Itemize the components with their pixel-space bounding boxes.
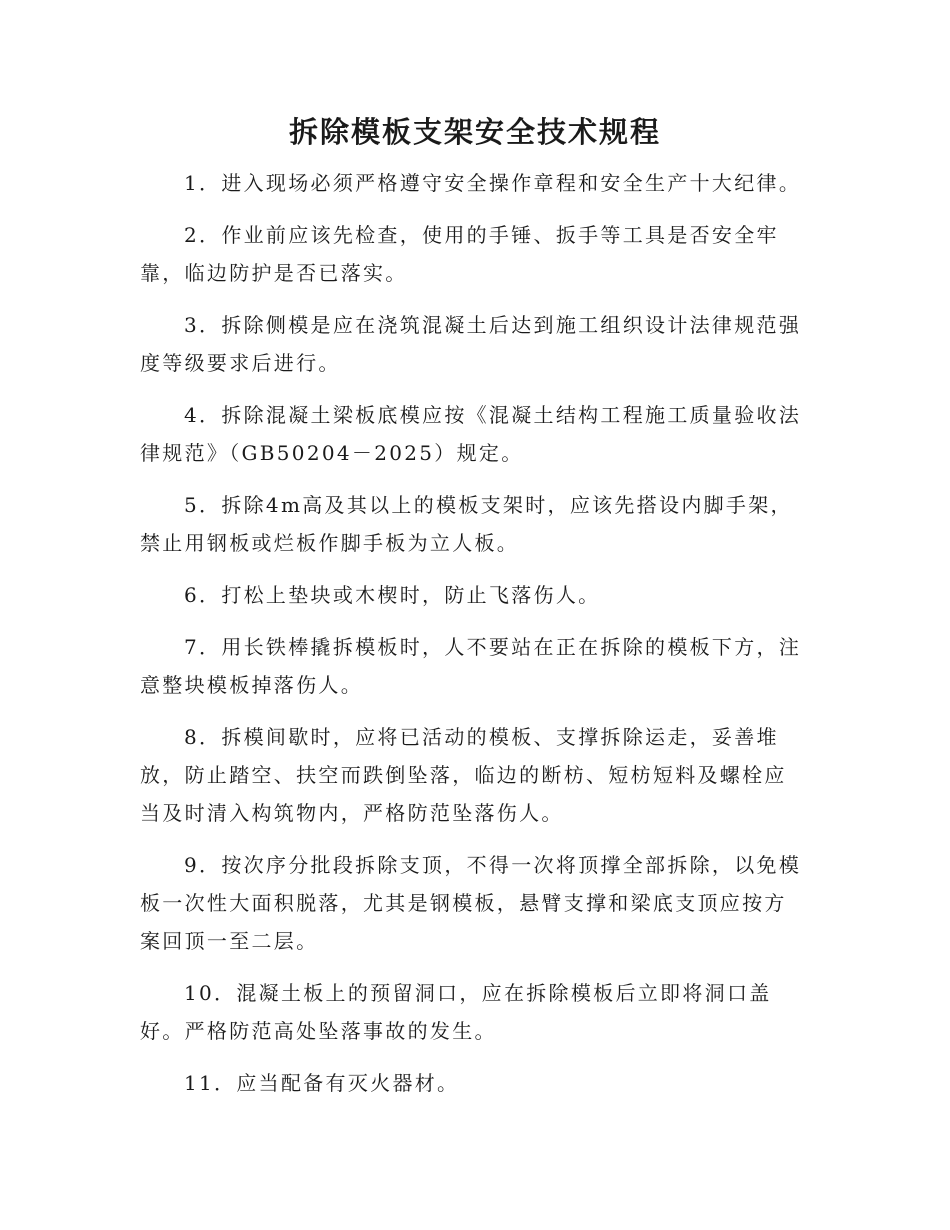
document-title: 拆除模板支架安全技术规程 xyxy=(288,115,661,149)
rule-item-1: 1．进入现场必须严格遵守安全操作章程和安全生产十大纪律。 xyxy=(184,171,802,195)
rule-item-8: 8．拆模间歇时，应将已活动的模板、支撑拆除运走，妥善堆放，防止踏空、扶空而跌倒坠落，临边的断枋、短枋短料及螺栓应当及时清入构筑物内，严格防范坠落伤人。 xyxy=(140,725,787,825)
rule-item-9: 9．按次序分批段拆除支顶，不得一次将顶撑全部拆除，以免模板一次性大面积脱落，尤其是钢模板，悬臂支撑和梁底支顶应按方案回顶一至二层。 xyxy=(140,853,802,953)
rule-item-6: 6．打松上垫块或木楔时，防止飞落伤人。 xyxy=(184,583,601,607)
rule-item-2: 2．作业前应该先检查，使用的手锤、扳手等工具是否安全牢靠，临边防护是否已落实。 xyxy=(140,223,779,285)
rule-item-4: 4．拆除混凝土梁板底模应按《混凝土结构工程施工质量验收法律规范》（GB50204－2025）规定。 xyxy=(140,403,802,465)
rule-item-11: 11．应当配备有灭火器材。 xyxy=(184,1071,460,1095)
rule-item-7: 7．用长铁棒撬拆模板时，人不要站在正在拆除的模板下方，注意整块模板掉落伤人。 xyxy=(140,635,802,697)
rule-item-10: 10．混凝土板上的预留洞口，应在拆除模板后立即将洞口盖好。严格防范高处坠落事故的发生。 xyxy=(140,981,772,1043)
rule-item-5: 5．拆除4m高及其以上的模板支架时，应该先搭设内脚手架，禁止用钢板或烂板作脚手板为立人板。 xyxy=(140,493,793,555)
rule-item-3: 3．拆除侧模是应在浇筑混凝土后达到施工组织设计法律规范强度等级要求后进行。 xyxy=(140,313,802,375)
